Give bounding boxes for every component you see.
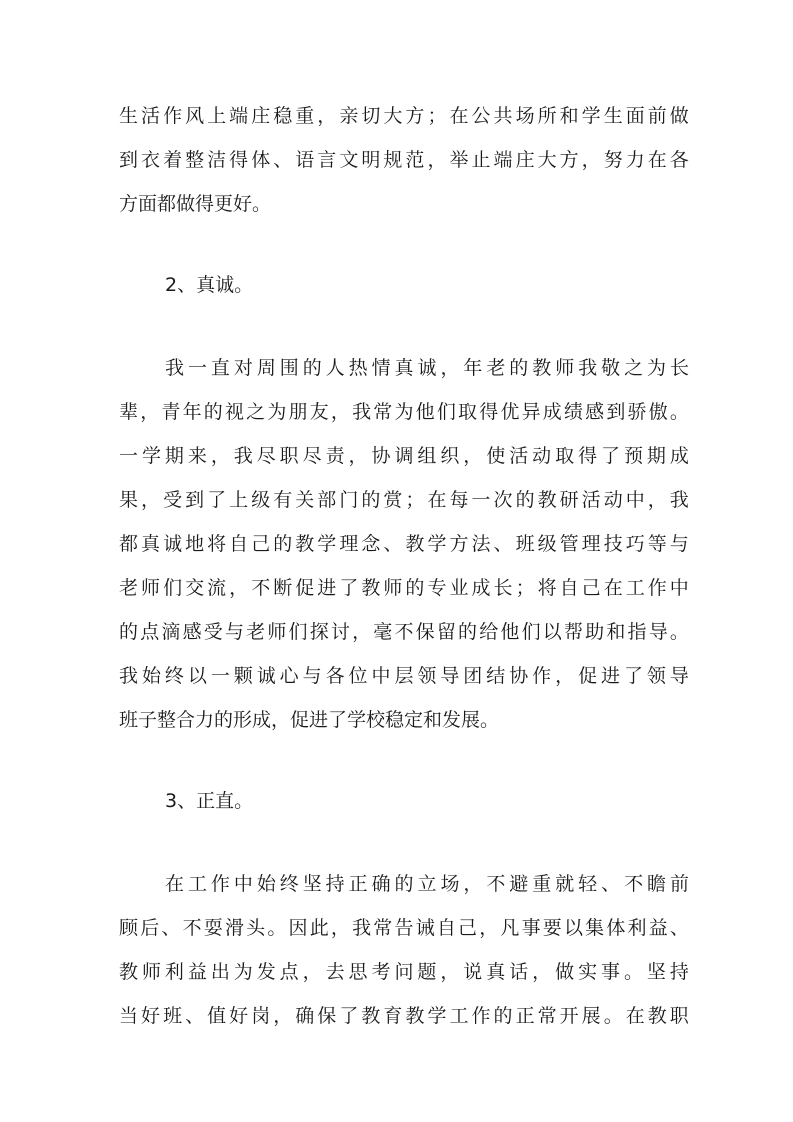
paragraph-2-line-3: 一 学 期 来 ， 我 尽 职 尽 责 ， 协 调 组 织 ， 使 活 动 取 得 了 预 期 成	[119, 445, 689, 467]
section-heading-2: 2、真诚。	[165, 274, 254, 296]
paragraph-1-line-3: 方面都做得更好。	[119, 193, 272, 215]
paragraph-3-line-3: 教 师 利 益 出 为 发 点 ， 去 思 考 问 题 ， 说 真 话 ， 做 实 事 。 坚 持	[119, 961, 689, 983]
paragraph-3-line-1: 在 工 作 中 始 终 坚 持 正 确 的 立 场 ， 不 避 重 就 轻 、 不 瞻 前	[165, 873, 689, 895]
paragraph-1-line-1: 生 活 作 风 上 端 庄 稳 重 ， 亲 切 大 方 ； 在 公 共 场 所 和 学 生 面 前 做	[119, 105, 689, 127]
paragraph-3-line-2: 顾 后 、 不 耍 滑 头 。 因 此 ， 我 常 告 诫 自 己 ， 凡 事 要 以 集 体 利 益 、	[119, 917, 689, 939]
paragraph-2-line-7: 的 点 滴 感 受 与 老 师 们 探 讨 ， 毫 不 保 留 的 给 他 们 以 帮 助 和 指 导 。	[119, 621, 689, 643]
paragraph-2-line-6: 老 师 们 交 流 ， 不 断 促 进 了 教 师 的 专 业 成 长 ； 将 自 己 在 工 作 中	[119, 577, 689, 599]
paragraph-2-line-4: 果 ， 受 到 了 上 级 有 关 部 门 的 赏 ； 在 每 一 次 的 教 研 活 动 中 ， 我	[119, 489, 689, 511]
paragraph-3-line-4: 当 好 班 、 值 好 岗 ， 确 保 了 教 育 教 学 工 作 的 正 常 开 展 。 在 教 职	[119, 1005, 689, 1027]
paragraph-2-line-1: 我 一 直 对 周 围 的 人 热 情 真 诚 ， 年 老 的 教 师 我 敬 之 为 长	[165, 357, 689, 379]
paragraph-2-line-9: 班子整合力的形成，促进了学校稳定和发展。	[119, 709, 500, 731]
section-heading-3: 3、正直。	[165, 790, 254, 812]
paragraph-1-line-2: 到 衣 着 整 洁 得 体 、 语 言 文 明 规 范 ， 举 止 端 庄 大 方 ， 努 力 在 各	[119, 149, 689, 171]
paragraph-2-line-5: 都 真 诚 地 将 自 己 的 教 学 理 念 、 教 学 方 法 、 班 级 管 理 技 巧 等 与	[119, 533, 689, 555]
paragraph-2-line-2: 辈 ， 青 年 的 视 之 为 朋 友 ， 我 常 为 他 们 取 得 优 异 成 绩 感 到 骄 傲 。	[119, 401, 689, 423]
paragraph-2-line-8: 我 始 终 以 一 颗 诚 心 与 各 位 中 层 领 导 团 结 协 作 ， 促 进 了 领 导	[119, 665, 689, 687]
